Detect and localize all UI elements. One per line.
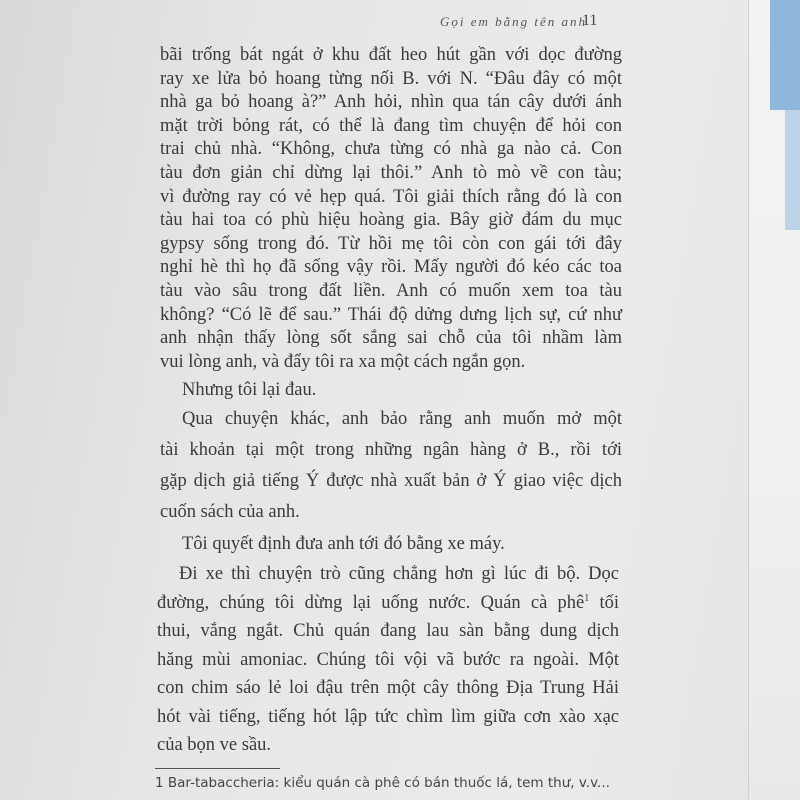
text-line: của bọn ve sầu. — [157, 735, 272, 755]
footnote — [155, 775, 610, 791]
footnote-reference[interactable]: 1 — [584, 592, 590, 604]
text-line: nghỉ hè thì họ đã sống vậy rồi. Mấy người đó kéo các toa — [160, 257, 622, 278]
text-line: hót vài tiếng, tiếng hót lập tức chìm lìm giữa cơn xào xạc — [157, 706, 619, 727]
text-line: Qua chuyện khác, anh bảo rằng anh muốn mở một — [182, 409, 622, 429]
text-line: Nhưng tôi lại đau. — [182, 380, 317, 400]
text-segment: tối — [589, 592, 619, 613]
book-cover-edge — [770, 0, 800, 110]
page-number: 11 — [582, 12, 598, 29]
text-line — [157, 589, 619, 618]
footnote-divider — [155, 768, 280, 769]
text-segment: đường, chúng tôi dừng lại uống nước. Quán cà phê — [157, 592, 585, 613]
text-line: ray xe lửa bỏ hoang từng nối B. với N. “Đâu đây có một — [160, 68, 622, 89]
book-cover-edge-lower — [785, 110, 800, 230]
text-line: tài khoản tại một trong những ngân hàng ở B., rồi tới — [160, 440, 622, 460]
paragraph-4 — [160, 531, 622, 558]
text-line: tàu vào sâu trong đất liền. Anh có muốn xem toa tàu — [160, 280, 622, 301]
text-line: mặt trời bỏng rát, có thể là đang tìm chuyện để hỏi con — [160, 115, 622, 136]
running-title: Gọi em bằng tên anh — [440, 14, 588, 29]
text-line: vui lòng anh, và đẩy tôi ra xa một cách ngắn gọn. — [160, 351, 526, 372]
text-line: vì đường ray có vẻ hẹp quá. Tôi giải thích rằng đó là con — [160, 186, 622, 207]
text-line: bãi trống bát ngát ở khu đất heo hút gần với dọc đường — [160, 45, 622, 65]
paragraph-5 — [157, 560, 619, 760]
text-line: trai chủ nhà. “Không, chưa từng có nhà ga nào cả. Con — [160, 139, 622, 160]
text-line: Tôi quyết định đưa anh tới đó bằng xe máy. — [182, 534, 505, 554]
text-line: hăng mùi amoniac. Chúng tôi vội vã bước ra ngoài. Một — [157, 649, 619, 670]
text-line: Đi xe thì chuyện trò cũng chẳng hơn gì lúc đi bộ. Dọc — [179, 564, 619, 584]
text-line: không? “Có lẽ để sau.” Thái độ dửng dưng lịch sự, cứ như — [160, 304, 622, 325]
paragraph-1 — [160, 44, 622, 374]
text-line: con chim sáo lẻ loi đậu trên một cây thông Địa Trung Hải — [157, 678, 619, 698]
text-line: cuốn sách của anh. — [160, 502, 300, 522]
text-line: gặp dịch giả tiếng Ý được nhà xuất bản ở Ý giao việc dịch — [160, 471, 622, 491]
text-line: gypsy sống trong đó. Từ hồi mẹ tôi còn con gái tới đây — [160, 233, 622, 254]
footnote-text: Bar-tabaccheria: kiểu quán cà phê có bán thuốc lá, tem thư, v.v... — [167, 775, 610, 791]
text-line: tàu đơn giản chỉ dừng lại thôi.” Anh tò mò về con tàu; — [160, 162, 622, 183]
paragraph-3 — [160, 404, 622, 528]
footnote-marker: 1 — [155, 775, 164, 791]
text-line: thui, vắng ngắt. Chủ quán đang lau sàn bằng dung dịch — [157, 621, 619, 641]
text-line: anh nhận thấy lòng sốt sắng sai chỗ của tôi nhầm làm — [160, 328, 622, 349]
text-line: tàu hai toa có phù hiệu hoàng gia. Bây giờ đám du mục — [160, 210, 622, 231]
text-line: nhà ga bỏ hoang à?” Anh hỏi, nhìn qua tán cây dưới ánh — [160, 92, 622, 113]
paragraph-2 — [160, 378, 622, 402]
